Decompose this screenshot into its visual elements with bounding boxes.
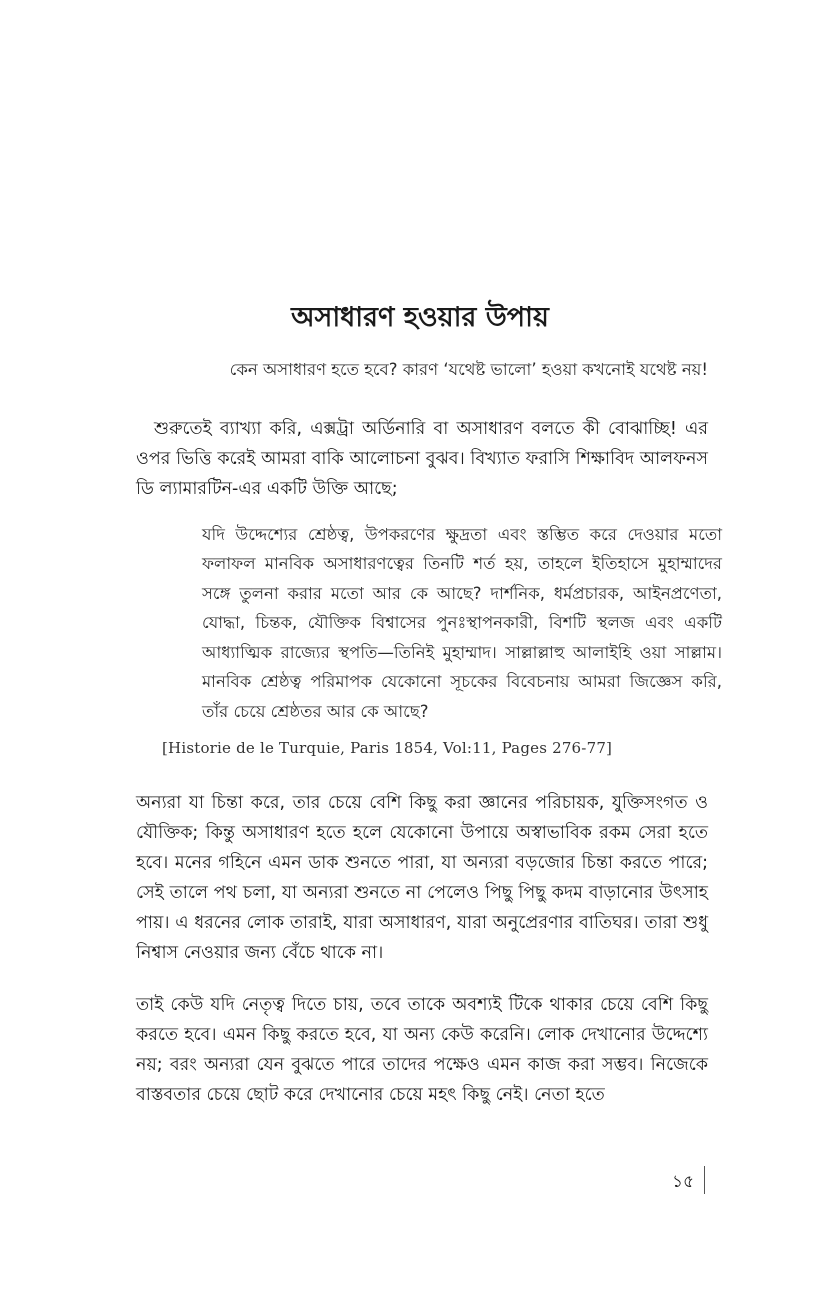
chapter-subtitle: কেন অসাধারণ হতে হবে? কারণ ‘যথেষ্ট ভালো’ হওয়া কখনোই যথেষ্ট নয়! <box>229 360 708 379</box>
body-paragraph-3: তাই কেউ যদি নেতৃত্ব দিতে চায়, তবে তাকে অবশ্যই টিকে থাকার চেয়ে বেশি কিছু করতে হবে। এমন কিছু করতে হবে, যা অন্য কেউ করেনি। লোক দেখানোর উদ্দেশ্যে নয়; বরং অন্যরা যেন বুঝতে পারে তাদের পক্ষেও এমন কাজ করা সম্ভব। নিজেকে বাস্তবতার চেয়ে ছোট করে দেখানোর চেয়ে মহৎ কিছু নেই। নেতা হতে <box>136 994 708 1105</box>
quote-citation: [Historie de le Turquie, Paris 1854, Vol:11, Pages 276-77] <box>162 739 613 757</box>
body-paragraph-2: অন্যরা যা চিন্তা করে, তার চেয়ে বেশি কিছু করা জ্ঞানের পরিচায়ক, যুক্তিসংগত ও যৌক্তিক; কিন্তু অসাধারণ হতে হলে যেকোনো উপায়ে অস্বাভাবিক রকম সেরা হতে হবে। মনের গহিনে এমন ডাক শুনতে পারা, যা অন্যরা বড়জোর চিন্তা করতে পারে; সেই তালে পথ চলা, যা অন্যরা শুনতে না পেলেও পিছু পিছু কদম বাড়ানোর উৎসাহ পায়। এ ধরনের লোক তারাই, যারা অসাধারণ, যারা অনুপ্রেরণার বাতিঘর। তারা শুধু নিশ্বাস নেওয়ার জন্য বেঁচে থাকে না। <box>136 792 708 963</box>
body-paragraph-1: শুরুতেই ব্যাখ্যা করি, এক্সট্রা অর্ডিনারি বা অসাধারণ বলতে কী বোঝাচ্ছি! এর ওপর ভিত্তি করেই আমরা বাকি আলোচনা বুঝব। বিখ্যাত ফরাসি শিক্ষাবিদ আলফনস ডি ল্যামারটিন-এর একটি উক্তি আছে; <box>136 418 708 499</box>
page-number-rule <box>704 1166 705 1194</box>
page-number: ১৫ <box>671 1172 694 1192</box>
chapter-title: অসাধারণ হওয়ার উপায় <box>291 302 549 334</box>
block-quote: যদি উদ্দেশ্যের শ্রেষ্ঠত্ব, উপকরণের ক্ষুদ্রতা এবং স্তম্ভিত করে দেওয়ার মতো ফলাফল মানবিক অসাধারণত্বের তিনটি শর্ত হয়, তাহলে ইতিহাসে মুহাম্মাদের সঙ্গে তুলনা করার মতো আর কে আছে? দার্শনিক, ধর্মপ্রচারক, আইনপ্রণেতা, যোদ্ধা, চিন্তক, যৌক্তিক বিশ্বাসের পুনঃস্থাপনকারী, বিশটি স্থলজ এবং একটি আধ্যাত্মিক রাজ্যের স্থপতি—তিনিই মুহাম্মাদ। সাল্লাল্লাহু আলাইহি ওয়া সাল্লাম। মানবিক শ্রেষ্ঠত্ব পরিমাপক যেকোনো সূচকের বিবেচনায় আমরা জিজ্ঞেস করি, তাঁর চেয়ে শ্রেষ্ঠতর আর কে আছে? <box>202 524 722 721</box>
